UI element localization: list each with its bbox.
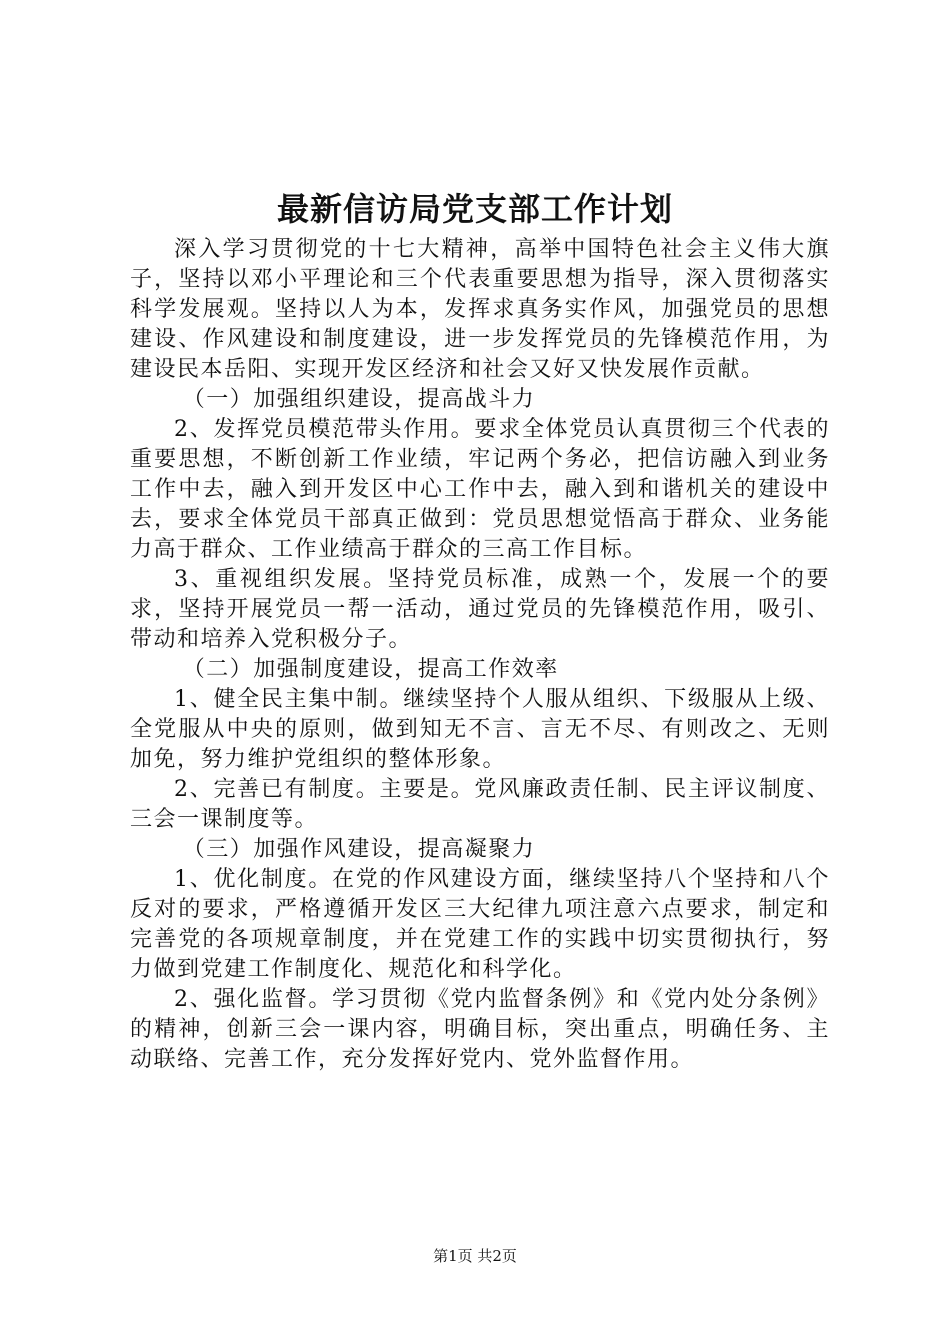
section-heading-2: （二）加强制度建设，提高工作效率 bbox=[182, 657, 559, 682]
paragraph-1-2: 2、发挥党员模范带头作用。要求全体党员认真贯彻三个代表的重要思想，不断创新工作业绩，牢记两个务必，把信访融入到业务工作中去，融入到开发区中心工作中去，融入到和谐机关的建设中去，要求全体党员干部真正做到：党员思想觉悟高于群众、业务能力高于群众、工作业绩高于群众的三高工作目标。 bbox=[130, 417, 830, 562]
document-title: 最新信访局党支部工作计划 bbox=[276, 190, 673, 228]
paragraph-1-3: 3、重视组织发展。坚持党员标准，成熟一个，发展一个的要求，坚持开展党员一帮一活动，通过党员的先锋模范作用，吸引、带动和培养入党积极分子。 bbox=[130, 567, 830, 652]
section-heading-3: （三）加强作风建设，提高凝聚力 bbox=[182, 837, 536, 862]
paragraph-2-1: 1、健全民主集中制。继续坚持个人服从组织、下级服从上级、全党服从中央的原则，做到知无不言、言无不尽、有则改之、无则加免，努力维护党组织的整体形象。 bbox=[130, 687, 830, 772]
page-number-footer: 第1页 共2页 bbox=[433, 1247, 517, 1265]
paragraph-3-2: 2、强化监督。学习贯彻《党内监督条例》和《党内处分条例》的精神，创新三会一课内容，明确目标，突出重点，明确任务、主动联络、完善工作，充分发挥好党内、党外监督作用。 bbox=[130, 987, 830, 1072]
paragraph-2-2: 2、完善已有制度。主要是。党风廉政责任制、民主评议制度、三会一课制度等。 bbox=[130, 777, 830, 832]
intro-paragraph: 深入学习贯彻党的十七大精神，高举中国特色社会主义伟大旗子，坚持以邓小平理论和三个代表重要思想为指导，深入贯彻落实科学发展观。坚持以人为本，发挥求真务实作风，加强党员的思想建设、作风建设和制度建设，进一步发挥党员的先锋模范作用，为建设民本岳阳、实现开发区经济和社会又好又快发展作贡献。 bbox=[130, 237, 830, 382]
section-heading-1: （一）加强组织建设，提高战斗力 bbox=[182, 387, 536, 412]
document-body bbox=[130, 235, 830, 1075]
paragraph-3-1: 1、优化制度。在党的作风建设方面，继续坚持八个坚持和八个反对的要求，严格遵循开发区三大纪律九项注意六点要求，制定和完善党的各项规章制度，并在党建工作的实践中切实贯彻执行，努力做到党建工作制度化、规范化和科学化。 bbox=[130, 867, 830, 982]
